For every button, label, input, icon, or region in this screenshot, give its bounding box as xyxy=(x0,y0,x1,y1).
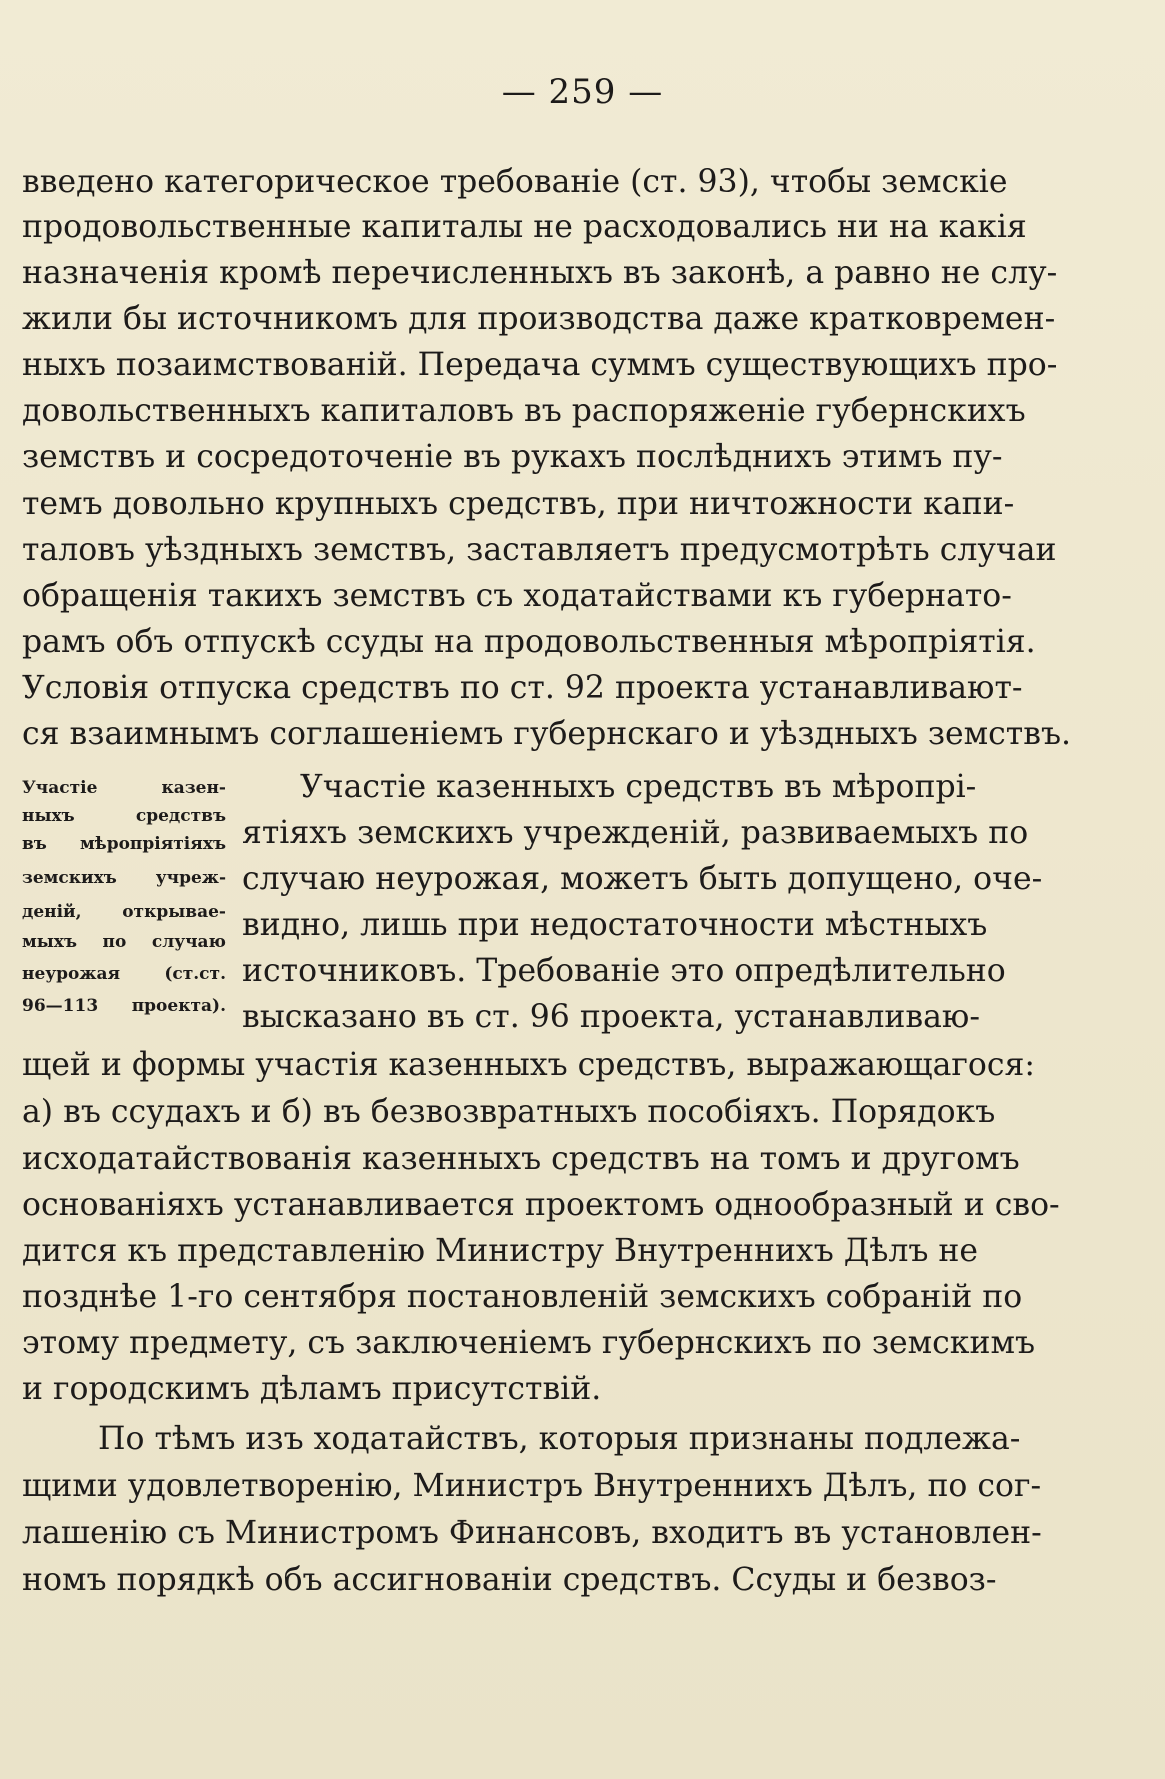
body-line: щей и формы участія казенныхъ средствъ, выражающагося: xyxy=(22,1047,1035,1083)
body-line: таловъ уѣздныхъ земствъ, заставляетъ предусмотрѣть случаи xyxy=(22,532,1057,568)
body-line: Участіе казенныхъ средствъ въ мѣропрі- xyxy=(300,769,977,805)
body-line: номъ порядкѣ объ ассигнованіи средствъ. Ссуды и безвоз- xyxy=(22,1562,997,1598)
body-line: темъ довольно крупныхъ средствъ, при ничтожности капи- xyxy=(22,486,1015,522)
body-line: обращенія такихъ земствъ съ ходатайствами къ губернато- xyxy=(22,578,1012,614)
body-line: По тѣмъ изъ ходатайствъ, которыя признаны подлежа- xyxy=(98,1421,1021,1457)
side-note-line: Участіе казен- xyxy=(22,778,226,798)
side-note-line: 96—113 проекта). xyxy=(22,996,226,1016)
body-line: щими удовлетворенію, Министръ Внутреннихъ Дѣлъ, по сог- xyxy=(22,1468,1042,1504)
side-note-line: земскихъ учреж- xyxy=(22,868,226,888)
body-line: ятіяхъ земскихъ учрежденій, развиваемыхъ по xyxy=(242,815,1029,851)
body-line: исходатайствованія казенныхъ средствъ на томъ и другомъ xyxy=(22,1141,1020,1177)
body-line: продовольственные капиталы не расходовались ни на какія xyxy=(22,209,1027,245)
body-line: видно, лишь при недостаточности мѣстныхъ xyxy=(242,907,988,943)
body-line: источниковъ. Требованіе это опредѣлительно xyxy=(242,953,1006,989)
body-line: высказано въ ст. 96 проекта, устанавливаю- xyxy=(242,999,980,1035)
side-note-line: неурожая (ст.ст. xyxy=(22,964,226,984)
body-line: этому предмету, съ заключеніемъ губернскихъ по земскимъ xyxy=(22,1325,1036,1361)
body-line: назначенія кромѣ перечисленныхъ въ законѣ, а равно не слу- xyxy=(22,255,1058,291)
body-line: позднѣе 1-го сентября постановленій земскихъ собраній по xyxy=(22,1279,1023,1315)
body-line: довольственныхъ капиталовъ въ распоряженіе губернскихъ xyxy=(22,393,1026,429)
body-line: жили бы источникомъ для производства даже кратковремен- xyxy=(22,301,1056,337)
body-line: лашенію съ Министромъ Финансовъ, входитъ въ установлен- xyxy=(22,1515,1042,1551)
body-line: введено категорическое требованіе (ст. 93), чтобы земскіе xyxy=(22,164,1008,200)
body-line: Условія отпуска средствъ по ст. 92 проекта устанавливают- xyxy=(22,670,1023,706)
body-line: а) въ ссудахъ и б) въ безвозвратныхъ пособіяхъ. Порядокъ xyxy=(22,1094,996,1130)
body-line: и городскимъ дѣламъ присутствій. xyxy=(22,1371,602,1407)
body-line: земствъ и сосредоточеніе въ рукахъ послѣднихъ этимъ пу- xyxy=(22,439,1003,475)
side-note-line: въ мѣропріятіяхъ xyxy=(22,834,226,854)
body-line: дится къ представленію Министру Внутреннихъ Дѣлъ не xyxy=(22,1233,979,1269)
side-note-line: мыхъ по случаю xyxy=(22,932,226,952)
side-note-line: деній, открывае- xyxy=(22,902,226,922)
body-line: основаніяхъ устанавливается проектомъ однообразный и сво- xyxy=(22,1187,1060,1223)
body-line: случаю неурожая, можетъ быть допущено, оче- xyxy=(242,861,1043,897)
body-line: ныхъ позаимствованій. Передача суммъ существующихъ про- xyxy=(22,347,1058,383)
page-number: — 259 — xyxy=(501,72,664,112)
body-line: рамъ объ отпускѣ ссуды на продовольственныя мѣропріятія. xyxy=(22,624,1036,660)
side-note-line: ныхъ средствъ xyxy=(22,806,226,826)
body-line: ся взаимнымъ соглашеніемъ губернскаго и уѣздныхъ земствъ. xyxy=(22,716,1072,752)
